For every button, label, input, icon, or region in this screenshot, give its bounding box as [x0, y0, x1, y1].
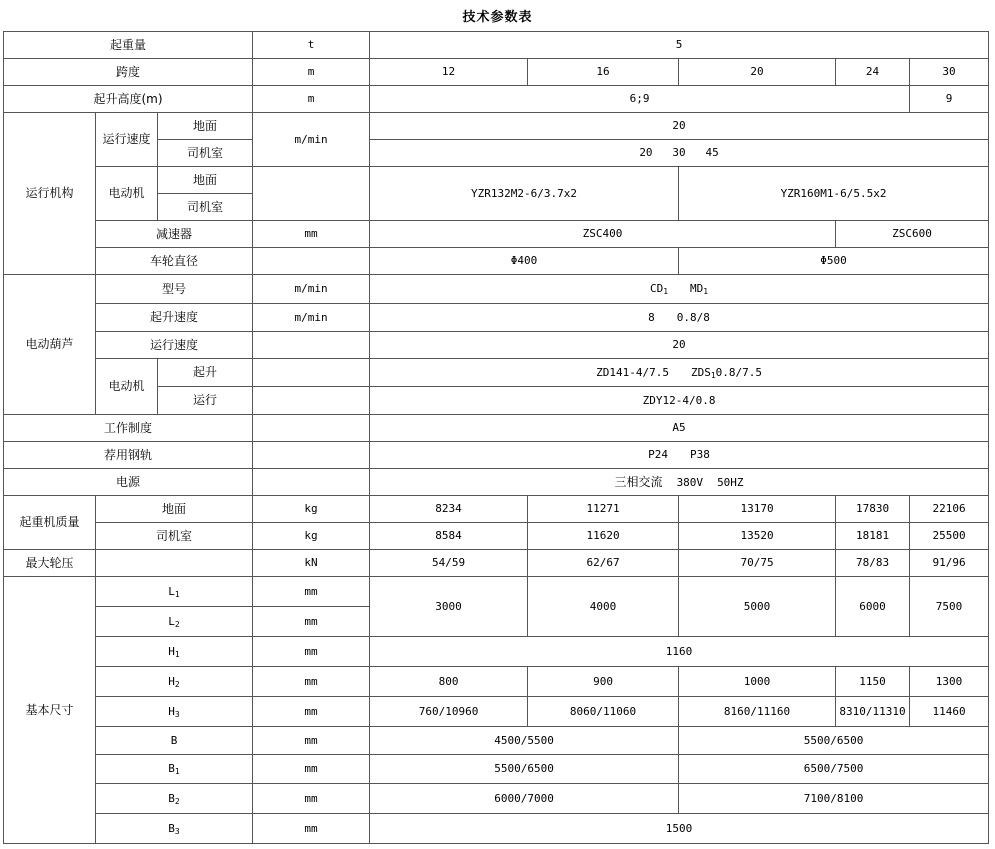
- table-title: 技术参数表: [462, 10, 533, 25]
- dim-B3-value: 1500: [370, 814, 989, 844]
- wheel-load-value: 91/96: [910, 550, 989, 577]
- span-value: 16: [528, 59, 679, 86]
- wheel-load-value: 78/83: [836, 550, 910, 577]
- rail-unit: [253, 442, 370, 469]
- wheel-load-unit: kN: [253, 550, 370, 577]
- mass-cabin-label: 司机室: [96, 523, 253, 550]
- hoist-group-label: 电动葫芦: [4, 275, 96, 415]
- dim-B1-label: $B_1$: [96, 755, 253, 784]
- dim-H2-value: 800: [370, 667, 528, 697]
- span-value: 30: [910, 59, 989, 86]
- power-value: 三相交流 380V 50HZ: [370, 469, 989, 496]
- mass-cabin-value: 8584: [370, 523, 528, 550]
- dim-unit: mm: [253, 577, 370, 607]
- dim-unit: mm: [253, 727, 370, 755]
- duty-label: 工作制度: [4, 415, 253, 442]
- dim-unit: mm: [253, 607, 370, 637]
- lift-height-unit: m: [253, 86, 370, 113]
- mass-ground-value: 17830: [836, 496, 910, 523]
- hoist-model-value: $CD_1$ $MD_1$: [370, 275, 989, 304]
- dim-unit: mm: [253, 814, 370, 844]
- mass-ground-value: 22106: [910, 496, 989, 523]
- dim-B-label: B: [96, 727, 253, 755]
- dims-label: 基本尺寸: [4, 577, 96, 844]
- dim-H1-value: 1160: [370, 637, 989, 667]
- power-unit: [253, 469, 370, 496]
- reducer-b: ZSC600: [836, 221, 989, 248]
- dim-unit: mm: [253, 697, 370, 727]
- hoist-lift-speed-unit: m/min: [253, 304, 370, 332]
- dim-H1-label: $H_1$: [96, 637, 253, 667]
- travel-motor-label: 电动机: [96, 167, 158, 221]
- capacity-unit: t: [253, 32, 370, 59]
- wheel-diameter-a: Φ400: [370, 248, 679, 275]
- hoist-model-label: 型号: [96, 275, 253, 304]
- rail-value: P24 P38: [370, 442, 989, 469]
- span-unit: m: [253, 59, 370, 86]
- hoist-model-unit: m/min: [253, 275, 370, 304]
- wheel-diameter-b: Φ500: [679, 248, 989, 275]
- dim-H2-value: 1150: [836, 667, 910, 697]
- lift-height-value: 9: [910, 86, 989, 113]
- dim-B1-value: 6500/7500: [679, 755, 989, 784]
- reducer-unit: mm: [253, 221, 370, 248]
- duty-value: A5: [370, 415, 989, 442]
- dim-B3-label: $B_3$: [96, 814, 253, 844]
- span-label: 跨度: [4, 59, 253, 86]
- hoist-run-speed-unit: [253, 332, 370, 359]
- power-label: 电源: [4, 469, 253, 496]
- travel-motor-unit: [253, 167, 370, 221]
- dim-H3-label: $H_3$: [96, 697, 253, 727]
- dim-H2-value: 1300: [910, 667, 989, 697]
- wheel-load-value: 70/75: [679, 550, 836, 577]
- span-value: 24: [836, 59, 910, 86]
- mass-ground-value: 8234: [370, 496, 528, 523]
- mass-ground-value: 13170: [679, 496, 836, 523]
- dim-H3-value: 8060/11060: [528, 697, 679, 727]
- hoist-run-speed-value: 20: [370, 332, 989, 359]
- span-value: 12: [370, 59, 528, 86]
- dim-L-value: 5000: [679, 577, 836, 637]
- dim-unit: mm: [253, 637, 370, 667]
- hoist-lift-motor-unit: [253, 359, 370, 387]
- hoist-lift-speed-label: 起升速度: [96, 304, 253, 332]
- dim-L1-label: $L_1$: [96, 577, 253, 607]
- lift-height-label: 起升高度(m): [4, 86, 253, 113]
- hoist-run-speed-label: 运行速度: [96, 332, 253, 359]
- wheel-load-sub: [96, 550, 253, 577]
- dim-H2-value: 1000: [679, 667, 836, 697]
- dim-L-value: 3000: [370, 577, 528, 637]
- travel-motor-a: YZR132M2-6/3.7x2: [370, 167, 679, 221]
- mass-label: 起重机质量: [4, 496, 96, 550]
- mass-ground-value: 11271: [528, 496, 679, 523]
- mass-cabin-value: 25500: [910, 523, 989, 550]
- wheel-diameter-label: 车轮直径: [96, 248, 253, 275]
- spec-table: [3, 31, 989, 844]
- dim-B-value: 4500/5500: [370, 727, 679, 755]
- travel-group-label: 运行机构: [4, 113, 96, 275]
- hoist-lift-speed-value: 8 0.8/8: [370, 304, 989, 332]
- hoist-lift-motor-value: ZD141-4/7.5 $ZDS_10.8/7.5$: [370, 359, 989, 387]
- wheel-diameter-unit: [253, 248, 370, 275]
- hoist-run-label: 运行: [158, 387, 253, 415]
- reducer-a: ZSC400: [370, 221, 836, 248]
- travel-speed-label: 运行速度: [96, 113, 158, 167]
- wheel-load-label: 最大轮压: [4, 550, 96, 577]
- dim-B1-value: 5500/6500: [370, 755, 679, 784]
- dim-H3-value: 8160/11160: [679, 697, 836, 727]
- lift-height-value: 6;9: [370, 86, 910, 113]
- travel-ground-label: 地面: [158, 113, 253, 140]
- dim-L-value: 7500: [910, 577, 989, 637]
- dim-L-value: 4000: [528, 577, 679, 637]
- duty-unit: [253, 415, 370, 442]
- dim-L2-label: $L_2$: [96, 607, 253, 637]
- hoist-run-motor-value: ZDY12-4/0.8: [370, 387, 989, 415]
- travel-speed-ground: 20: [370, 113, 989, 140]
- dim-H2-label: $H_2$: [96, 667, 253, 697]
- travel-speed-unit: m/min: [253, 113, 370, 167]
- hoist-run-motor-unit: [253, 387, 370, 415]
- travel-speed-cabin: 20 30 45: [370, 140, 989, 167]
- hoist-lift-label: 起升: [158, 359, 253, 387]
- reducer-label: 减速器: [96, 221, 253, 248]
- dim-L-value: 6000: [836, 577, 910, 637]
- dim-unit: mm: [253, 667, 370, 697]
- dim-B2-value: 7100/8100: [679, 784, 989, 814]
- hoist-motor-label: 电动机: [96, 359, 158, 415]
- dim-B2-label: $B_2$: [96, 784, 253, 814]
- capacity-label: 起重量: [4, 32, 253, 59]
- mass-unit: kg: [253, 523, 370, 550]
- dim-H3-value: 8310/11310: [836, 697, 910, 727]
- mass-cabin-value: 13520: [679, 523, 836, 550]
- dim-B-value: 5500/6500: [679, 727, 989, 755]
- wheel-load-value: 62/67: [528, 550, 679, 577]
- wheel-load-value: 54/59: [370, 550, 528, 577]
- dim-H2-value: 900: [528, 667, 679, 697]
- mass-unit: kg: [253, 496, 370, 523]
- span-value: 20: [679, 59, 836, 86]
- capacity-value: 5: [370, 32, 989, 59]
- mass-cabin-value: 18181: [836, 523, 910, 550]
- dim-unit: mm: [253, 755, 370, 784]
- dim-H3-value: 760/10960: [370, 697, 528, 727]
- dim-unit: mm: [253, 784, 370, 814]
- rail-label: 荐用钢轨: [4, 442, 253, 469]
- mass-cabin-value: 11620: [528, 523, 679, 550]
- travel-motor-b: YZR160M1-6/5.5x2: [679, 167, 989, 221]
- travel-motor-cabin-label: 司机室: [158, 194, 253, 221]
- travel-cabin-label: 司机室: [158, 140, 253, 167]
- travel-motor-ground-label: 地面: [158, 167, 253, 194]
- dim-H3-value: 11460: [910, 697, 989, 727]
- mass-ground-label: 地面: [96, 496, 253, 523]
- dim-B2-value: 6000/7000: [370, 784, 679, 814]
